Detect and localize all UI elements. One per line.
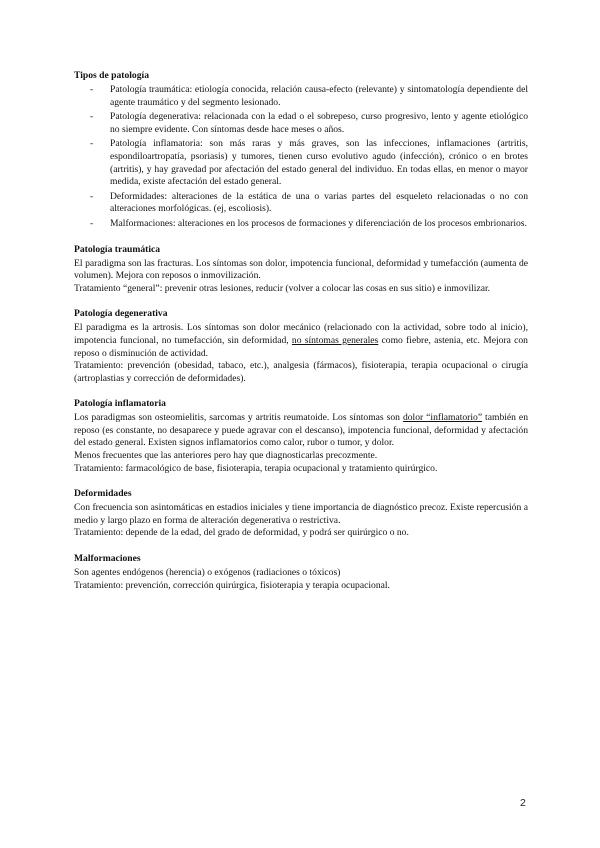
paragraph: Tratamiento: prevención, corrección quirúrgica, fisioterapia y terapia ocupacional.	[74, 579, 390, 591]
paragraph: Tratamiento “general”: prevenir otras lesiones, reducir (volver a colocar las cosas en sus sitio) e inmovilizar.	[74, 282, 491, 294]
underlined-text: no síntomas generales	[291, 334, 379, 346]
paragraph: Tratamiento: depende de la edad, del grado de deformidad, y podrá ser quirúrgico o no.	[74, 527, 409, 539]
paragraph	[74, 322, 528, 360]
list-item	[74, 111, 528, 136]
section-malformaciones	[74, 553, 528, 592]
text-run: El paradigma es la artrosis. Los síntomas son dolor mecánico (relacionado con la actividad, sobre todo al inicio), impotencia funcional, no tumefacción, sin deformidad,	[74, 322, 528, 346]
section-inflamatoria	[74, 398, 528, 475]
section-deformidades	[74, 488, 528, 540]
list-item	[74, 84, 528, 109]
paragraph: Tratamiento: prevención (obesidad, tabaco, etc.), analgesia (fármacos), fisioterapia, terapia ocupacional o cirugía (artroplastias y corrección de deformidades).	[74, 360, 528, 384]
text-run: como fiebre, astenia, etc. Mejora con reposo o disminución de actividad.	[74, 334, 528, 359]
paragraph	[74, 412, 528, 450]
paragraph: El paradigma son las fracturas. Los síntomas son dolor, impotencia funcional, deformidad y tumefacción (aumenta de volumen). Mejora con reposos o inmovilización.	[74, 257, 528, 282]
section-tipos	[74, 70, 528, 231]
section-heading: Malformaciones	[74, 553, 141, 565]
dash-bullet: -	[90, 111, 94, 123]
text-run: también en reposo (es constante, no desaparece y puede agravar con el descanso), impotencia funcional, deformidad y afectación del estado general. Existen signos inflamatorios como calor, rubor o tumor, y dolor.	[74, 412, 528, 449]
page-number: 2	[520, 797, 526, 809]
section-degenerativa	[74, 308, 528, 385]
dash-bullet: -	[90, 217, 94, 229]
dash-bullet: -	[90, 138, 94, 150]
dash-bullet: -	[90, 190, 94, 202]
section-heading: Tipos de patología	[74, 70, 149, 81]
section-heading: Deformidades	[74, 488, 132, 500]
types-list	[74, 84, 528, 231]
section-heading: Patología traumática	[74, 243, 161, 255]
paragraph: Con frecuencia son asintomáticas en estadios iniciales y tiene importancia de diagnóstico precoz. Existe repercusión a medio y largo plazo en forma de alteración degenerativa o restrictiva.	[74, 502, 528, 526]
underlined-text: dolor “inflamatorio”	[402, 412, 483, 424]
text-run: Los paradigmas son osteomielitis, sarcomas y artritis reumatoide. Los síntomas son	[74, 412, 403, 424]
paragraph: Tratamiento: farmacológico de base, fisioterapia, terapia ocupacional y tratamiento quirúrgico.	[74, 462, 438, 474]
section-heading: Patología degenerativa	[74, 308, 168, 320]
list-item-text: Deformidades: alteraciones de la estática de una o varias partes del esqueleto relacionadas o no con alteraciones morfológicas. (ej, escoliosis).	[110, 190, 528, 215]
paragraph: Son agentes endógenos (herencia) o exógenos (radiaciones o tóxicos)	[74, 567, 341, 579]
list-item	[74, 218, 528, 231]
section-heading: Patología inflamatoria	[74, 398, 166, 410]
list-item-text: Malformaciones: alteraciones en los procesos de formaciones y diferenciación de los procesos embrionarios.	[110, 217, 527, 229]
list-item	[74, 138, 528, 188]
section-traumatica	[74, 244, 528, 296]
list-item	[74, 191, 528, 216]
dash-bullet: -	[90, 84, 94, 95]
paragraph: Menos frecuentes que las anteriores pero hay que diagnosticarlas precozmente.	[74, 450, 378, 462]
list-item-text: Patología degenerativa: relacionada con la edad o el sobrepeso, curso progresivo, lento y agente etiológico no siempre evidente. Con síntomas desde hace meses o años.	[110, 111, 528, 135]
document-page	[74, 70, 528, 592]
list-item-text: Patología inflamatoria: son más raras y más graves, son las infecciones, inflamaciones (artritis, espondiloartropatía, psoriasis) y tumores, tienen curso evolutivo agudo (infección), crónico o en brotes (artritis), y hay gravedad por afectación del estado general del individuo. En todas ellas, en menor o mayor medida, existe afectación del estado general.	[110, 138, 528, 188]
list-item-text: Patología traumática: etiología conocida, relación causa-efecto (relevante) y sintomatología dependiente del agente traumático y del segmento lesionado.	[110, 84, 528, 108]
